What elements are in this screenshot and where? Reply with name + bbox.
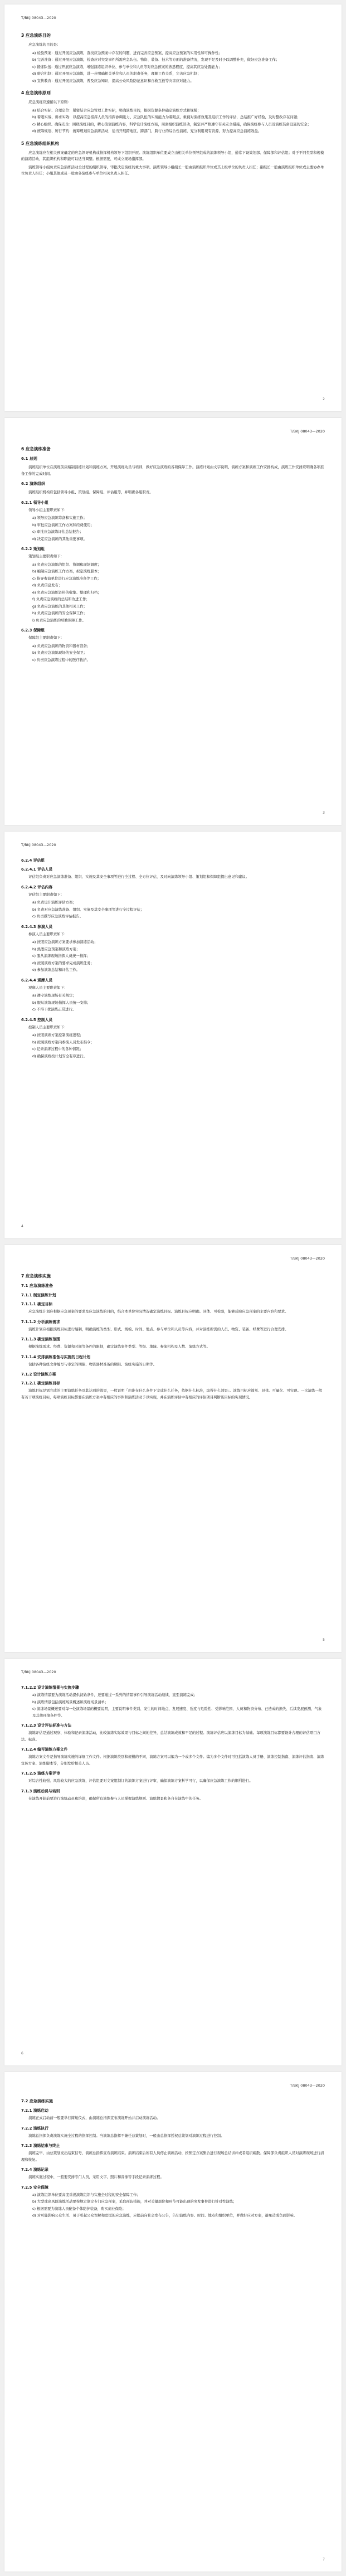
paragraph: 应急演练计划应根据应急预案的要求及应急演练的目的，结合本单位实际情况确定演练目标。演练目标应明确、具体、可检验，能够反映应急预案的主要内容和要求。 bbox=[28, 1309, 289, 1314]
clause-heading: 7.1.2.4 编写演练方案文件 bbox=[21, 1747, 68, 1752]
paragraph: 评估组负责对应急演练准备、组织、实施及其安全事项等进行全过程、全方位评估，及时向演练领导小组、策划组和保障组提出意见和建议。 bbox=[28, 874, 250, 879]
list-item: b) 按照演练方案向参演人员发布指令； bbox=[32, 1039, 94, 1044]
clause-heading: 7.1.2 设计演练方案 bbox=[21, 1372, 56, 1377]
clause-heading: 7.1.1.2 分析演练需求 bbox=[21, 1319, 60, 1324]
list-item: b) 大型或高风险演练活动要按规定制定专门应急预案，采取预防措施，并对关键部位和环节可能出现的突发事件进行针对性演练； bbox=[32, 2199, 237, 2204]
list-item: a) 负责应急演练的组织、协调和现场调度； bbox=[32, 562, 101, 567]
clause-heading: 7.1.3 演练动员与培训 bbox=[21, 1788, 60, 1794]
paragraph: 控制人员主要职责如下： bbox=[28, 1024, 68, 1029]
list-item: b) 着眼实战、讲求实效：以提高应急指挥人员的指挥协调能力、应急队伍的实战能力为着眼点，重视对演练效果及组织工作的评估，总结推广好经验，及时整改存在问题； bbox=[32, 115, 301, 119]
clause-heading: 7.1.2.5 演练方案评审 bbox=[21, 1771, 60, 1776]
list-item: a) 按照应急演练方案要求参加演练活动； bbox=[32, 940, 98, 944]
list-item: a) 结合实际、合理定位：紧密结合应急管理工作实际，明确演练目的，根据资源条件确定演练方式和规模； bbox=[32, 108, 201, 113]
paragraph: 包括各种演练文件编写与审定的期限、物资器材准备的期限、演练实施的日期等。 bbox=[28, 1362, 157, 1367]
list-item: a) 检验预案：通过开展应急演练，查找应急预案中存在的问题，进而完善应急预案，提高应急预案的实用性和可操作性； bbox=[32, 50, 222, 55]
list-item: a) 领导应急演练筹备和实施工作； bbox=[32, 516, 87, 520]
paragraph: 演练实施过程中，一般要安排专门人员，采用文字、照片和音像等手段记录演练过程。 bbox=[28, 2175, 164, 2179]
list-item: c) 不得干扰演练正常进行。 bbox=[32, 1007, 76, 1012]
clause-heading: 7.2.3 演练结束与终止 bbox=[21, 2144, 60, 2148]
paragraph: 演练组织单位在演练前应编制演练计划和演练方案，开展演练动员与培训，做好应急演练的各项保障工作。演练计划由文字说明、演练方案和演练工作安排构成，演练工作安排应明确各项准备工作的完成时间。 bbox=[21, 465, 324, 476]
list-item: d) 负责信息发布； bbox=[32, 583, 62, 587]
page-header-std: T/BKJ 08043—2020 bbox=[290, 429, 325, 434]
list-item: b) 负责应急演练现场的安全保卫； bbox=[32, 650, 87, 655]
list-item: b) 演练情景包括演练场景概述和演练场景清单； bbox=[32, 1699, 109, 1704]
paragraph: 演练总指挥负责演练实施全过程的指挥控制。当演练总指挥不兼任总策划时，一般由总指挥授权总策划对演练过程进行控制。 bbox=[28, 2133, 225, 2138]
list-item: b) 完善准备：通过开展应急演练，检查应对突发事件所需应急队伍、物资、装备、技术等方面的准备情况，发现不足及时予以调整补充，做好应急准备工作； bbox=[32, 57, 280, 62]
clause-heading: 7.1.1.1 确定目标 bbox=[21, 1302, 53, 1306]
list-item: d) 对可能影响公众生活、易于引起公众误解和恐慌的应急演练，应提前向社会发布公告，告知演练内容、时间、地点和组织单位，并做好应对方案，避免造成负面影响。 bbox=[32, 2213, 298, 2218]
subsection-heading: 7.2 应急演练实施 bbox=[21, 2099, 53, 2103]
section-heading: 5 应急演练组织机构 bbox=[21, 140, 59, 146]
list-item: e) 参加演练总结和评估工作。 bbox=[32, 968, 80, 972]
clause-heading: 6.2.4 评估组 bbox=[21, 858, 45, 863]
list-item: a) 负责应急演练的物资和器材准备； bbox=[32, 643, 91, 648]
document-page-5 bbox=[4, 1659, 342, 2065]
page-header-std: T/BKJ 08043—2020 bbox=[21, 16, 56, 20]
paragraph: 演练正式启动前一般要举行简短仪式，由演练总指挥宣布演练开始并启动演练活动。 bbox=[28, 2116, 160, 2120]
page-number: 3 bbox=[323, 811, 325, 815]
page-header-std: T/BKJ 08043—2020 bbox=[21, 843, 56, 847]
list-item: d) 确保演练按计划安全有序进行。 bbox=[32, 1053, 87, 1058]
list-item: f) 负责应急演练的总结和改进工作； bbox=[32, 597, 90, 601]
clause-heading: 7.1.1.3 确定演练范围 bbox=[21, 1337, 60, 1342]
paragraph: 演练计划应根据演练目标进行编制，明确演练的类型、形式、规模、时间、地点、参与单位和人员等内容，并对演练所需的人员、物资、装备、经费等进行合理安排。 bbox=[28, 1326, 289, 1331]
list-item: c) 负责撰写应急演练评估报告。 bbox=[32, 914, 84, 918]
page-number: 2 bbox=[323, 397, 325, 401]
list-item: d) 磨合机制：通过开展应急演练，进一步明确相关单位和人员的职责任务，理顺工作关系，完善应急机制； bbox=[32, 71, 201, 76]
clause-heading: 7.1.1.4 安排演练准备与实施的日程计划 bbox=[21, 1354, 91, 1359]
list-item: c) 记录演练过程中的各种情况； bbox=[32, 1047, 84, 1051]
paragraph: 演练目标是需完成的主要演练任务及其达到的效果，一般说明「由谁在什么条件下完成什么任务，依据什么标准，取得什么效果」。演练目标应简单、具体、可量化、可实现。一次演练一般有若干项演练目标，每项演练目标都要在演练方案中有相应的事件和演练活动予以实现，并在演练评估中有相应的评估项目判断该目标的实现情况。 bbox=[21, 1388, 323, 1399]
clause-heading: 7.1.1 制定演练计划 bbox=[21, 1293, 56, 1297]
clause-heading: 7.2.2 演练执行 bbox=[21, 2126, 48, 2131]
list-item: c) 负责应急演练过程中的医疗救护。 bbox=[32, 657, 90, 662]
section-heading: 4 应急演练原则 bbox=[21, 90, 51, 95]
list-item: i) 负责应急演练的后勤保障工作。 bbox=[32, 618, 86, 623]
paragraph: 策划组主要职责如下： bbox=[28, 554, 64, 558]
paragraph: 评估组主要职责如下： bbox=[28, 892, 64, 897]
clause-heading: 7.1.2.3 设计评估标准与方法 bbox=[21, 1723, 72, 1728]
page-number: 7 bbox=[323, 2558, 325, 2562]
list-item: a) 遵守演练现场有关规定； bbox=[32, 993, 76, 998]
list-item: c) 指导参演单位进行应急演练准备等工作； bbox=[32, 576, 101, 581]
section-heading: 3 应急演练目的 bbox=[21, 33, 51, 38]
clause-heading: 6.2.2 策划组 bbox=[21, 547, 45, 551]
paragraph: 参演人员主要职责如下： bbox=[28, 931, 68, 936]
paragraph: 演练评估是通过观察、体验和记录演练活动，比较演练实际效果与目标之间的差异，总结演练成效和不足的过程。演练评估应以演练目标为基础。每项演练目标都要设计合理的评估项目方法、标准。 bbox=[21, 1731, 321, 1742]
list-item: a) 按照演练方案控制演练进程； bbox=[32, 1033, 84, 1037]
paragraph: 观摩人员主要职责如下： bbox=[28, 985, 68, 990]
clause-heading: 6.2.4.5 控制人员 bbox=[21, 1017, 53, 1022]
page-header-std: T/BKJ 08043—2020 bbox=[290, 2083, 325, 2088]
clause-heading: 7.2.1 演练启动 bbox=[21, 2108, 48, 2113]
clause-heading: 7.2.4 演练记录 bbox=[21, 2167, 48, 2172]
list-item: c) 服从演练现场指挥人员统一指挥； bbox=[32, 954, 90, 958]
document-page-6 bbox=[4, 2072, 342, 2572]
paragraph: 演练组织机构应包括领导小组、策划组、保障组、评估组等，并明确各组职责。 bbox=[28, 490, 153, 494]
list-item: h) 负责应急演练的安全保障工作； bbox=[32, 611, 87, 615]
paragraph: 应急演练的目的是： bbox=[28, 42, 61, 47]
list-item: d) 决定应急演练的其他重要事项。 bbox=[32, 536, 87, 541]
list-item: c) 根据需要为演练人员配备个体防护装备，购买商业保险； bbox=[32, 2206, 126, 2211]
clause-heading: 7.1.2.2 设计演练情景与实施步骤 bbox=[21, 1685, 79, 1690]
list-item: e) 宣传教育：通过开展应急演练，普及应急知识，提高公众风险防范意识和自救互救等灾害应对能力。 bbox=[32, 78, 194, 83]
paragraph: 保障组主要职责如下： bbox=[28, 635, 64, 640]
clause-heading: 7.1.2.1 确定演练目标 bbox=[21, 1381, 60, 1386]
clause-heading: 6.2.4.1 评估人员 bbox=[21, 867, 53, 872]
paragraph: 根据演练需求、经费、资源和时间等条件的限制，确定演练事件类型、等级、地域、参演机构及人数、演练方式等。 bbox=[28, 1344, 210, 1349]
document-page-1 bbox=[4, 4, 342, 411]
page-number: 4 bbox=[21, 1224, 23, 1228]
page-number: 6 bbox=[21, 2052, 23, 2055]
list-item: b) 服从演练现场指挥人员统一安排； bbox=[32, 1000, 91, 1005]
section-heading: 7 应急演练实施 bbox=[21, 1274, 51, 1279]
document-page-2 bbox=[4, 418, 342, 825]
document-page-3 bbox=[4, 832, 342, 1238]
list-item: c) 审批应急演练评估总结报告； bbox=[32, 529, 84, 534]
paragraph: 对综合性较强、风险较大的应急演练，评估组要对文案组制订的演练方案进行评审，确保演练方案科学可行，以确保应急演练工作的顺利进行。 bbox=[28, 1778, 253, 1783]
clause-heading: 6.2.1 领导小组 bbox=[21, 500, 48, 505]
list-item: d) 按照演练方案的要求完成演练任务； bbox=[32, 960, 94, 965]
list-item: a) 演练组织单位要高度重视演练组织与实施全过程的安全保障工作； bbox=[32, 2192, 140, 2197]
list-item: e) 负责应急演练资料的收集、整理和归档； bbox=[32, 590, 101, 595]
paragraph: 演练领导小组负责应急演练活动全过程的组织领导，审批决定演练的重大事项。演练领导小组组长一般由演练组织单位或其上级单位的负责人担任；副组长一般由演练组织单位或主要协办单位负责人担任；小组其他成员一般由各演练参与单位相关负责人担任。 bbox=[21, 164, 324, 176]
list-item: a) 负责设计演练评估方案； bbox=[32, 900, 76, 905]
clause-heading: 6.2.3 保障组 bbox=[21, 628, 45, 633]
clause-heading: 7.2.5 安全保障 bbox=[21, 2185, 48, 2190]
paragraph: 在演练开始前要进行演练动员和培训，确保所有演练参与人员掌握演练规则、演练情景和各自在演练中的任务。 bbox=[28, 1796, 203, 1801]
clause-heading: 6.2.4.3 参演人员 bbox=[21, 924, 53, 929]
list-item: a) 演练情景要为演练活动提供初始条件，还要通过一系列的情景事件引导演练活动继续，直至演练完成； bbox=[32, 1693, 198, 1697]
list-item: b) 审批应急演练工作方案和经费使用； bbox=[32, 522, 94, 527]
clause-heading: 6.2.4.4 观摩人员 bbox=[21, 978, 53, 983]
list-item: b) 负责对应急演练准备、组织、实施及其安全事项等进行全过程评估； bbox=[32, 907, 144, 912]
page-number: 5 bbox=[323, 1638, 325, 1642]
list-item: d) 统筹规划、厉行节约：统筹规划应急演练活动，适当开展跨地区、跨部门、跨行业的综合性演练，充分利用现有资源，努力提高应急演练效益。 bbox=[32, 129, 262, 133]
paragraph: 应急演练应在相关预案确定的应急领导机构或指挥机构领导下组织开展。演练组织单位要成立由相关单位领导组成的演练领导小组，通常下设策划部、保障部和评估组；对于不同类型和规模的演练活动，其组织机构和职能可以适当调整。根据需要，可成立现场指挥部。 bbox=[21, 150, 324, 161]
list-item: b) 熟悉应急预案和演练方案； bbox=[32, 946, 80, 951]
paragraph: 演练方案文件是指导演练实施的详细工作文件。根据演练类别和规模的不同，演练方案可以编为一个或多个文件。编为多个文件时可包括演练人员手册、演练控制指南、演练评估指南、演练宣传方案、演练脚本等，分别发给相关人员。 bbox=[21, 1754, 324, 1766]
page-header-std: T/BKJ 08043—2020 bbox=[290, 1256, 325, 1261]
subsection-heading: 7.1 应急演练准备 bbox=[21, 1284, 53, 1288]
list-item: b) 编制应急演练工作方案，拟定演练脚本； bbox=[32, 569, 101, 573]
paragraph: 应急演练应遵循以下原则： bbox=[28, 100, 71, 104]
subsection-heading: 6.1 总则 bbox=[21, 456, 37, 461]
paragraph: 演练完毕，由总策划发出结束信号，演练总指挥宣布演练结束。演练结束后所有人员停止演练活动，按预定方案集合进行现场总结讲评或者组织疏散。保障部负责组织人员对演练现场进行清理和恢复。 bbox=[21, 2151, 324, 2162]
paragraph: 领导小组主要职责如下： bbox=[28, 507, 68, 512]
list-item: c) 演练场景概述要对每一处演练场景的概要说明，主要说明事件类别、发生的时间地点、发展速度、强度与危险性、受影响范围、人员和物资分布、已造成的损失、后续发展预测、气象及其他环境条件等。 bbox=[32, 1707, 322, 1718]
section-heading: 6 应急演练准备 bbox=[21, 446, 51, 451]
clause-heading: 6.2.4.2 评估内容 bbox=[21, 884, 53, 890]
list-item: g) 负责应急演练的其他相关工作； bbox=[32, 604, 87, 609]
page-header-std: T/BKJ 08043—2020 bbox=[21, 1670, 56, 1674]
list-item: c) 锻炼队伍：通过开展应急演练，增强演练组织单位、参与单位和人员等对应急预案的熟悉程度，提高其应急处置能力； bbox=[32, 64, 222, 69]
document-page-4 bbox=[4, 1245, 342, 1652]
list-item: c) 精心组织、确保安全：围绕演练目的，精心策划演练内容，科学设计演练方案，周密组织演练活动，制定并严格遵守有关安全措施，确保演练参与人员及演练装备设施的安全； bbox=[32, 121, 311, 127]
subsection-heading: 6.2 演练组织 bbox=[21, 482, 45, 486]
